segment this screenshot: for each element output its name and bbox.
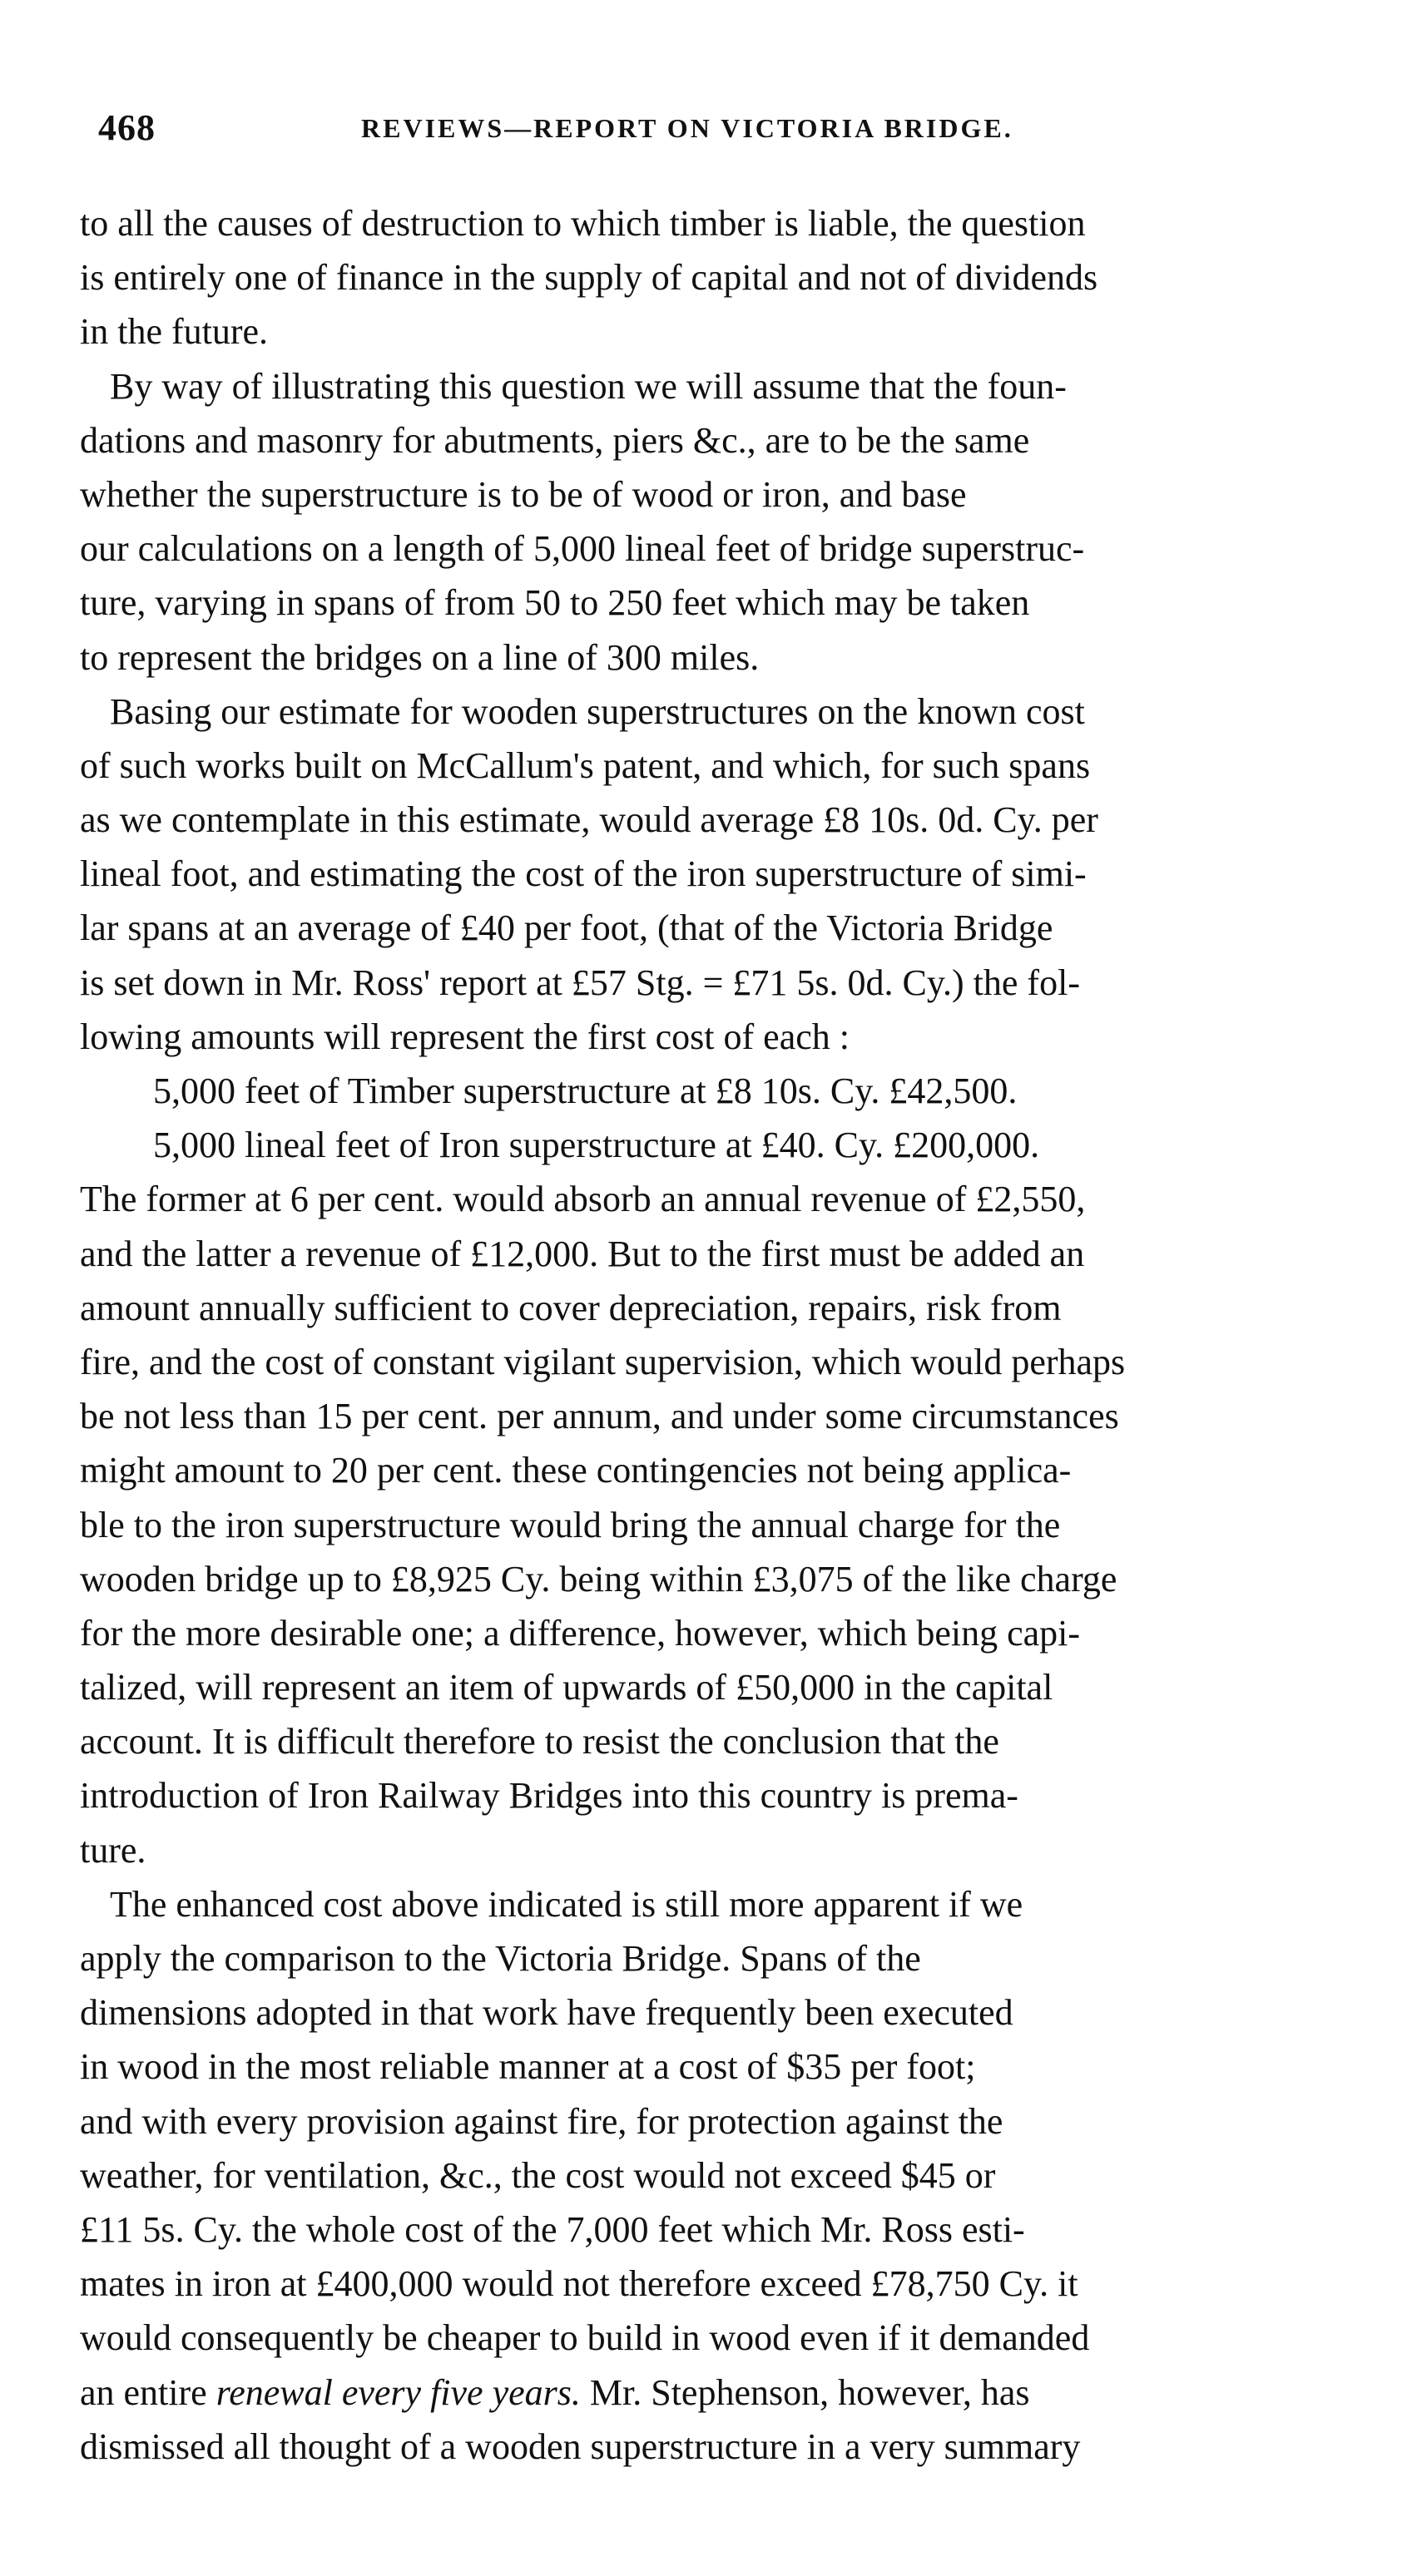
text-line: lowing amounts will represent the first cost of each : xyxy=(80,1016,850,1057)
text-line: is set down in Mr. Ross' report at £57 Stg. = £71 5s. 0d. Cy.) the fol- xyxy=(80,962,1080,1003)
text-line: for the more desirable one; a difference, however, which being capi- xyxy=(80,1612,1081,1654)
text-line: whether the superstructure is to be of wood or iron, and base xyxy=(80,473,967,515)
text-line: talized, will represent an item of upwards of £50,000 in the capital xyxy=(80,1667,1053,1708)
text-line: and the latter a revenue of £12,000. But to the first must be added an xyxy=(80,1233,1085,1274)
text-line: weather, for ventilation, &c., the cost would not exceed $45 or xyxy=(80,2154,996,2196)
text-line: The enhanced cost above indicated is still more apparent if we xyxy=(110,1883,1023,1925)
text-line: would consequently be cheaper to build in wood even if it demanded xyxy=(80,2317,1090,2359)
text-line: our calculations on a length of 5,000 lineal feet of bridge superstruc- xyxy=(80,528,1085,570)
text-line: of such works built on McCallum's patent, and which, for such spans xyxy=(80,744,1091,786)
text-line: ture, varying in spans of from 50 to 250 feet which may be taken xyxy=(80,582,1030,624)
page-header xyxy=(98,106,1371,156)
text-line: to represent the bridges on a line of 300 miles. xyxy=(80,636,760,678)
text-line: as we contemplate in this estimate, would average £8 10s. 0d. Cy. per xyxy=(80,799,1098,841)
text-line: dimensions adopted in that work have frequently been executed xyxy=(80,1992,1013,2034)
text-line: be not less than 15 per cent. per annum, and under some circumstances xyxy=(80,1396,1119,1437)
text-line: is entirely one of finance in the supply of capital and not of dividends xyxy=(80,257,1098,299)
text-line: By way of illustrating this question we will assume that the foun- xyxy=(110,365,1067,407)
text-line: wooden bridge up to £8,925 Cy. being within £3,075 of the like charge xyxy=(80,1558,1117,1599)
text-line: fire, and the cost of constant vigilant supervision, which would perhaps xyxy=(80,1341,1126,1382)
text-line: 5,000 lineal feet of Iron superstructure at £40. Cy. £200,000. xyxy=(153,1125,1040,1166)
text-line: might amount to 20 per cent. these contingencies not being applica- xyxy=(80,1450,1072,1491)
text-line: apply the comparison to the Victoria Bridge. Spans of the xyxy=(80,1938,921,1979)
text-line-mixed xyxy=(80,2366,1368,2420)
page-number: 468 xyxy=(98,107,156,148)
text-line: £11 5s. Cy. the whole cost of the 7,000 feet which Mr. Ross esti- xyxy=(80,2208,1025,2250)
text-line: mates in iron at £400,000 would not therefore exceed £78,750 Cy. it xyxy=(80,2263,1078,2305)
text-line: amount annually sufficient to cover depreciation, repairs, risk from xyxy=(80,1287,1062,1328)
text-line: lineal foot, and estimating the cost of the iron superstructure of simi- xyxy=(80,853,1087,895)
italic-phrase: renewal every five years. xyxy=(216,2371,581,2413)
text-line: introduction of Iron Railway Bridges into this country is prema- xyxy=(80,1775,1018,1817)
text-line: account. It is difficult therefore to resist the conclusion that the xyxy=(80,1721,999,1763)
text-line: to all the causes of destruction to which timber is liable, the question xyxy=(80,203,1086,244)
text-line: The former at 6 per cent. would absorb an annual revenue of £2,550, xyxy=(80,1179,1086,1220)
text-line: ble to the iron superstructure would bring the annual charge for the xyxy=(80,1504,1061,1545)
text-line: lar spans at an average of £40 per foot, (that of the Victoria Bridge xyxy=(80,907,1053,949)
body-text xyxy=(80,196,1368,2474)
text-line: and with every provision against fire, for protection against the xyxy=(80,2100,1003,2142)
text-line: dismissed all thought of a wooden superstructure in a very summary xyxy=(80,2425,1081,2467)
running-title: REVIEWS—REPORT ON VICTORIA BRIDGE. xyxy=(361,113,1013,143)
text-fragment: Mr. Stephenson, however, has xyxy=(589,2371,1030,2413)
text-line: in wood in the most reliable manner at a cost of $35 per foot; xyxy=(80,2046,976,2088)
text-line: dations and masonry for abutments, piers &c., are to be the same xyxy=(80,419,1030,461)
text-line: Basing our estimate for wooden superstructures on the known cost xyxy=(110,690,1085,732)
text-fragment: an entire xyxy=(80,2371,207,2413)
text-line: in the future. xyxy=(80,311,269,353)
text-line: ture. xyxy=(80,1829,146,1871)
text-line: 5,000 feet of Timber superstructure at £8 10s. Cy. £42,500. xyxy=(153,1070,1018,1111)
